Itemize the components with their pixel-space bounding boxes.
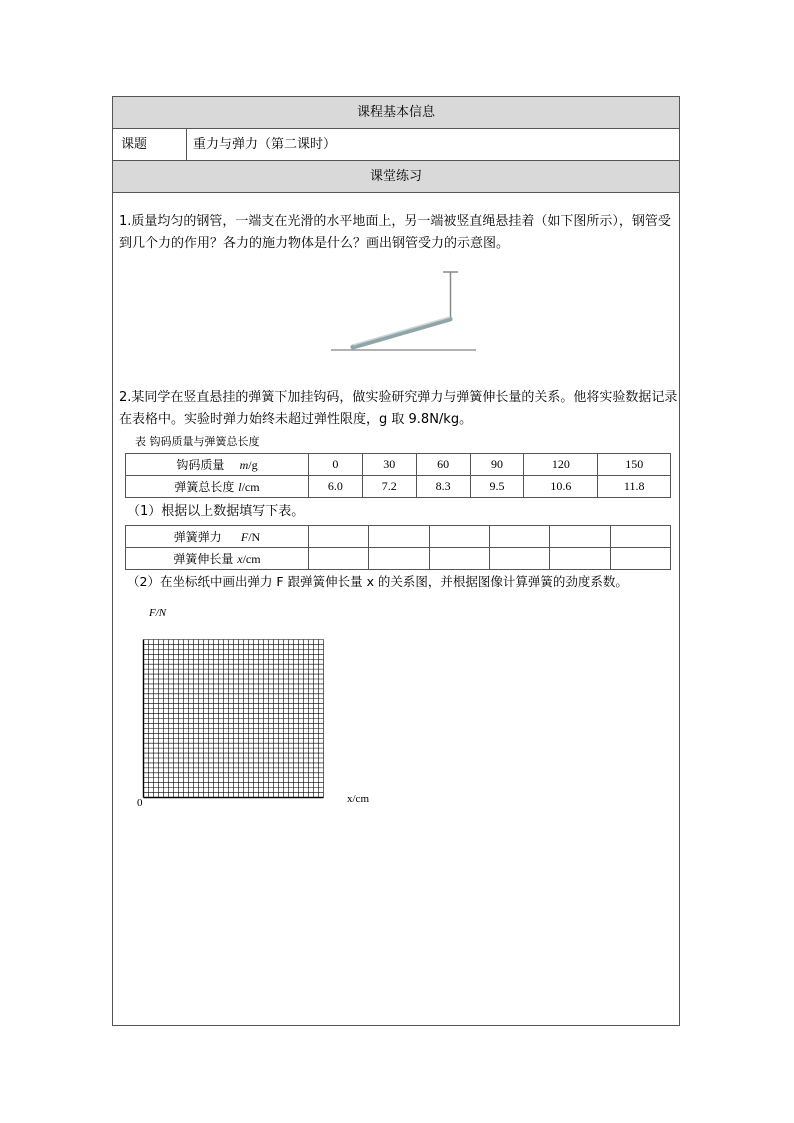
length-header: 弹簧总长度 l/cm: [126, 476, 309, 498]
steel-pipe: [353, 319, 450, 347]
blank-cell: [429, 526, 489, 548]
blank-cell: [489, 526, 549, 548]
subquestion-1: （1）根据以上数据填写下表。: [127, 504, 305, 519]
grid-paper: [142, 638, 325, 799]
mass-header: 钩码质量 m/g: [126, 454, 309, 476]
blank-cell: [489, 548, 549, 570]
blank-cell: [550, 526, 610, 548]
mass-length-table: [125, 453, 671, 498]
y-axis-label: F/N: [149, 607, 167, 619]
table-cell: 0: [309, 454, 363, 476]
table-row: [126, 476, 671, 498]
subquestion-2: （2）在坐标纸中画出弹力 F 跟弹簧伸长量 x 的关系图，并根据图像计算弹簧的劲度系数。: [127, 574, 628, 589]
table-cell: 120: [524, 454, 598, 476]
course-info-title: 课程基本信息: [356, 105, 435, 120]
exercise-title: 课堂练习: [369, 169, 422, 184]
question-1-text: 1.质量均匀的钢管，一端支在光滑的水平地面上，另一端被竖直绳悬挂着（如下图所示），钢管受到几个力的作用？各力的施力物体是什么？画出钢管受力的示意图。: [119, 214, 671, 251]
table-row: [126, 454, 671, 476]
table-cell: 10.6: [524, 476, 598, 498]
blank-cell: [369, 548, 429, 570]
blank-cell: [369, 526, 429, 548]
force-header: 弹簧弹力 F/N: [126, 526, 309, 548]
origin-label: 0: [137, 797, 143, 809]
table-cell: 9.5: [470, 476, 524, 498]
blank-cell: [550, 548, 610, 570]
extension-header: 弹簧伸长量 x/cm: [126, 548, 309, 570]
topic-row: [113, 129, 679, 161]
table-row: [126, 548, 671, 570]
table-cell: 60: [416, 454, 470, 476]
table-cell: 30: [362, 454, 416, 476]
table-cell: 7.2: [362, 476, 416, 498]
table-row: [126, 526, 671, 548]
x-axis-label: x/cm: [347, 793, 369, 805]
topic-value: 重力与弹力（第二课时）: [193, 137, 337, 152]
blank-cell: [309, 526, 369, 548]
worksheet: [112, 96, 680, 1026]
table-cell: 150: [598, 454, 671, 476]
blank-cell: [610, 548, 670, 570]
blank-cell: [610, 526, 670, 548]
table-cell: 8.3: [416, 476, 470, 498]
table-cell: 90: [470, 454, 524, 476]
table-cell: 6.0: [309, 476, 363, 498]
exercise-header: [113, 161, 679, 193]
course-info-header: [113, 97, 679, 129]
blank-cell: [309, 548, 369, 570]
pipe-figure: [329, 269, 479, 355]
steel-pipe-highlight: [353, 317, 450, 345]
table-caption: 表 钩码质量与弹簧总长度: [135, 435, 260, 448]
table-cell: 11.8: [598, 476, 671, 498]
force-extension-table: [125, 525, 671, 570]
blank-cell: [429, 548, 489, 570]
topic-label: 课题: [113, 129, 187, 160]
question-2-text: 2.某同学在竖直悬挂的弹簧下加挂钩码，做实验研究弹力与弹簧伸长量的关系。他将实验数据记录在表格中。实验时弹力始终未超过弹性限度，g 取 9.8N/kg。: [119, 390, 678, 427]
